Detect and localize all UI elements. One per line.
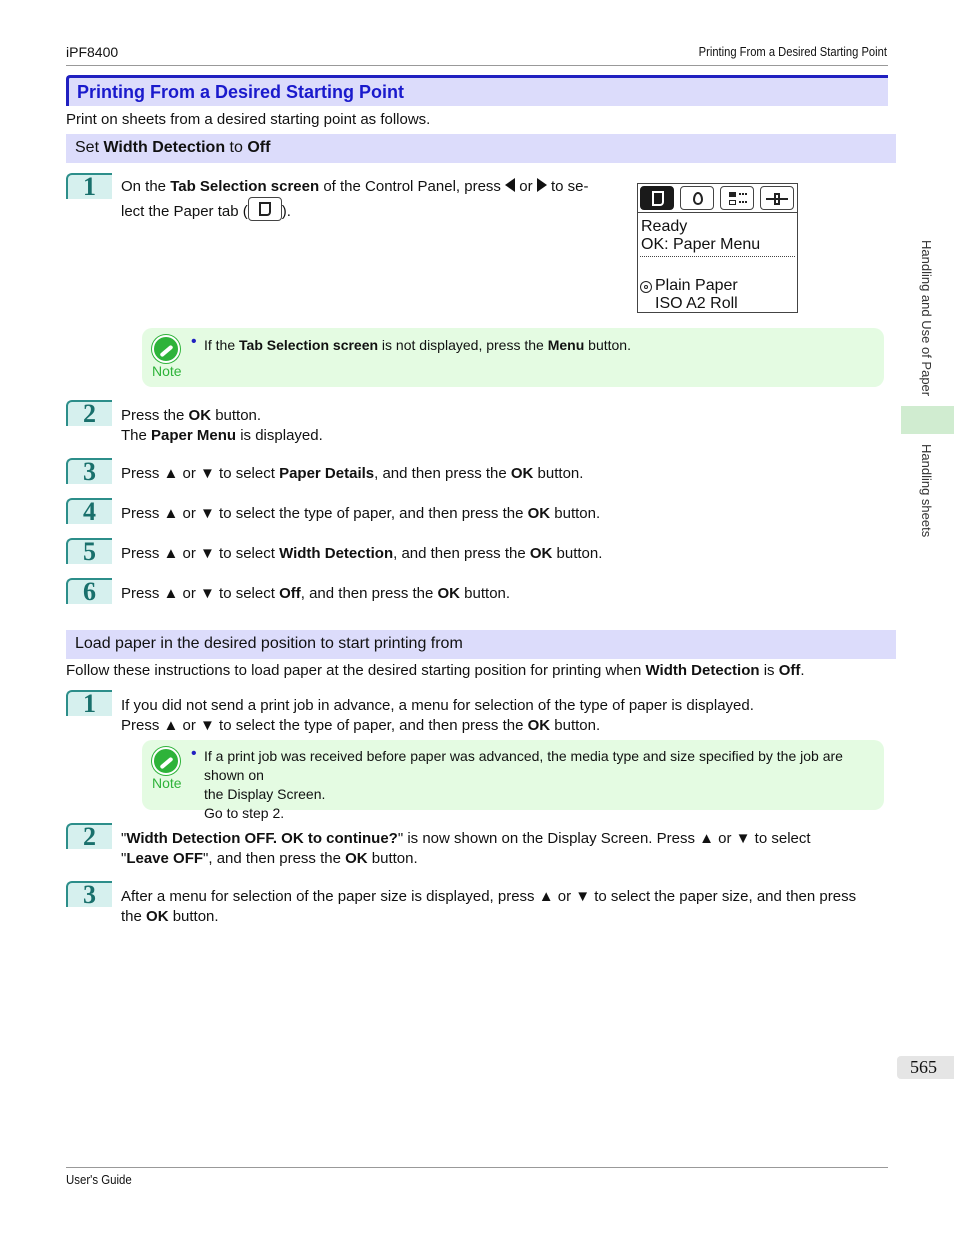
step-2-text: Press the OK button. The Paper Menu is displayed. — [121, 407, 323, 444]
note-box — [142, 328, 884, 387]
step-number: 1 — [66, 690, 112, 716]
control-panel-display — [637, 183, 798, 313]
step-number: 2 — [66, 400, 112, 426]
header-divider — [66, 65, 888, 66]
step-number: 1 — [66, 173, 112, 199]
panel-media-type: Plain Paper — [655, 277, 738, 294]
step-number: 3 — [66, 458, 112, 484]
maintenance-tab-icon — [760, 186, 794, 210]
page-title: Printing From a Desired Starting Point — [77, 82, 405, 102]
paper-tab-icon — [640, 186, 674, 210]
intro-text: Print on sheets from a desired starting point as follows. — [66, 111, 431, 128]
section-heading-load-paper: Load paper in the desired position to start printing from — [66, 630, 896, 659]
section2-intro: Follow these instructions to load paper at the desired starting position for printing when Width Detection is Off. — [66, 662, 805, 679]
roll-icon — [640, 281, 652, 293]
bullet: • — [191, 745, 197, 762]
section-heading-width-detection: Set Width Detection to Off — [66, 134, 896, 163]
bullet: • — [191, 333, 197, 350]
sidebar-subchapter[interactable]: Handling sheets — [919, 444, 934, 538]
footer-divider — [66, 1167, 888, 1168]
panel-tab-row — [638, 184, 797, 213]
step-number: 5 — [66, 538, 112, 564]
step-3-text: Press ▲ or ▼ to select Paper Details, and then press the OK button. — [121, 465, 584, 482]
step-6-text: Press ▲ or ▼ to select Off, and then press the OK button. — [121, 585, 511, 602]
step-number: 4 — [66, 498, 112, 524]
panel-menu-hint: OK: Paper Menu — [641, 236, 761, 253]
step-number: 3 — [66, 881, 112, 907]
load-step-1-text: If you did not send a print job in advance, a menu for selection of the type of paper is displayed. Press ▲ or ▼ to select the type of paper, and then press the OK button. — [121, 697, 754, 734]
right-arrow-icon — [537, 178, 547, 192]
header-model: iPF8400 — [66, 44, 119, 60]
ink-tab-icon — [680, 186, 714, 210]
note-text: If a print job was received before paper was advanced, the media type and size specified by the job are shown on the Display Screen. Go to step 2. — [204, 748, 843, 821]
sidebar-active-marker — [901, 406, 954, 434]
note-label: Note — [152, 363, 182, 379]
panel-status: Ready — [641, 218, 688, 235]
note-label: Note — [152, 775, 182, 791]
panel-divider — [640, 256, 795, 257]
step-number: 2 — [66, 823, 112, 849]
footer-guide-name: User's Guide — [66, 1172, 132, 1187]
step-5-text: Press ▲ or ▼ to select Width Detection, and then press the OK button. — [121, 545, 603, 562]
paper-tab-icon — [248, 197, 282, 221]
load-step-3-text: After a menu for selection of the paper size is displayed, press ▲ or ▼ to select the paper size, and then press the OK button. — [121, 888, 857, 925]
note-check-icon — [152, 747, 180, 775]
printhead-tab-icon — [720, 186, 754, 210]
page-title-bar — [66, 75, 888, 106]
load-step-2-text: "Width Detection OFF. OK to continue?" is now shown on the Display Screen. Press ▲ or ▼ to select "Leave OFF", and then press the OK button. — [121, 830, 811, 867]
note-text: If the Tab Selection screen is not displayed, press the Menu button. — [204, 337, 631, 353]
panel-media-size: ISO A2 Roll — [655, 295, 738, 312]
page-number: 565 — [897, 1056, 954, 1079]
left-arrow-icon — [505, 178, 515, 192]
sidebar-chapter[interactable]: Handling and Use of Paper — [919, 240, 934, 397]
note-check-icon — [152, 335, 180, 363]
step-1-text: On the Tab Selection screen of the Control Panel, press or to se- lect the Paper tab ( ). — [121, 178, 589, 220]
step-4-text: Press ▲ or ▼ to select the type of paper, and then press the OK button. — [121, 505, 601, 522]
step-number: 6 — [66, 578, 112, 604]
header-section-title: Printing From a Desired Starting Point — [698, 44, 887, 59]
note-box — [142, 740, 884, 821]
